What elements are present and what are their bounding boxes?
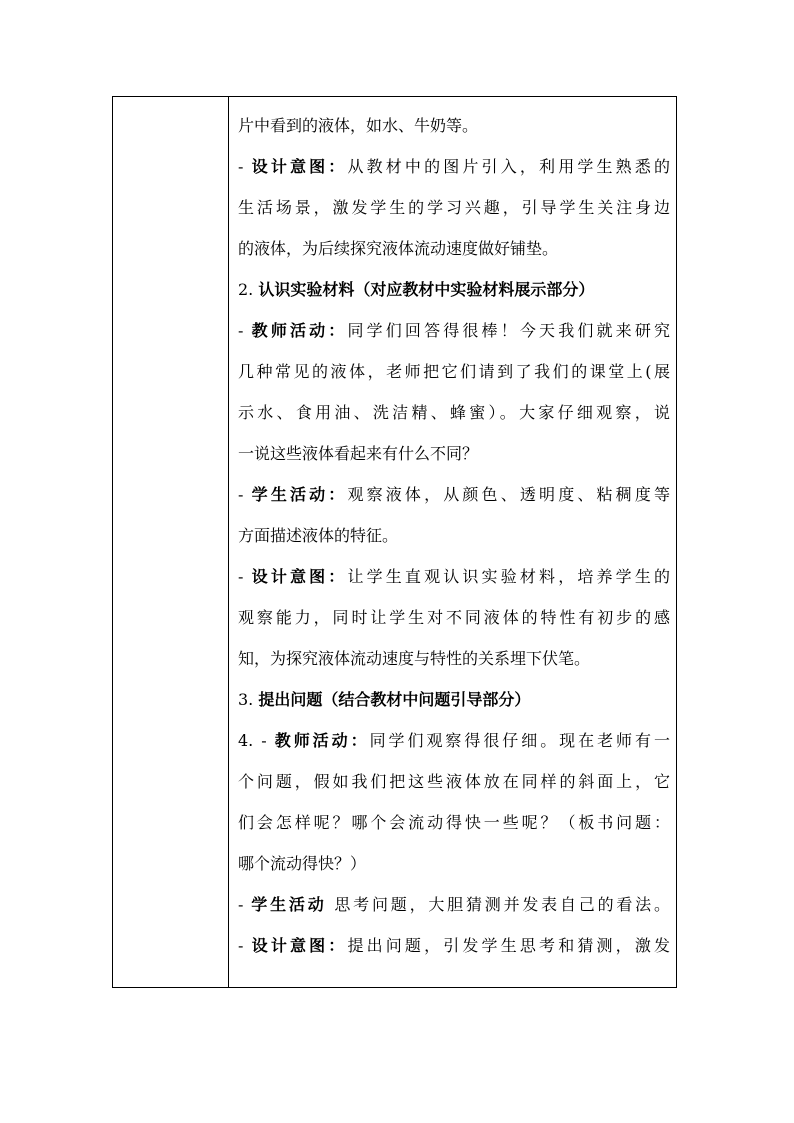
line-bold-label: 教师活动： bbox=[251, 321, 348, 340]
line-prefix: 3. bbox=[238, 690, 259, 709]
line-text: 的液体，为后续探究液体流动速度做好铺垫。 bbox=[238, 239, 559, 258]
text-line bbox=[238, 925, 670, 966]
text-line bbox=[238, 556, 670, 597]
text-line bbox=[238, 843, 670, 884]
line-bold-label: 设计意图： bbox=[251, 567, 348, 586]
text-line bbox=[238, 310, 670, 351]
line-prefix: - bbox=[238, 485, 252, 504]
text-line bbox=[238, 761, 670, 802]
line-prefix: - bbox=[238, 895, 252, 914]
line-text: 知，为探究液体流动速度与特性的关系埋下伏笔。 bbox=[238, 649, 591, 668]
line-prefix: - bbox=[238, 157, 252, 176]
line-bold-label: 设计意图： bbox=[251, 936, 348, 955]
line-text: 提出问题，引发学生思考和猜测，激发 bbox=[347, 936, 670, 955]
line-bold-label: 学生活动 bbox=[251, 895, 327, 914]
line-text: 从教材中的图片引入，利用学生熟悉的 bbox=[347, 157, 670, 176]
line-text: 方面描述液体的特征。 bbox=[238, 526, 399, 545]
line-prefix: - bbox=[238, 321, 252, 340]
text-line bbox=[238, 597, 670, 638]
line-bold-label: 教师活动： bbox=[274, 731, 370, 750]
table-right-column bbox=[229, 97, 676, 987]
line-bold-label: 设计意图： bbox=[251, 157, 348, 176]
text-line bbox=[238, 187, 670, 228]
line-prefix: - bbox=[238, 567, 252, 586]
line-text: 哪个流动得快？） bbox=[238, 854, 367, 873]
line-text: 生活场景，激发学生的学习兴趣，引导学生关注身边 bbox=[238, 198, 670, 217]
lesson-table bbox=[112, 96, 677, 988]
text-line bbox=[238, 351, 670, 392]
line-text: 一说这些液体看起来有什么不同？ bbox=[238, 444, 479, 463]
line-prefix: - bbox=[238, 936, 252, 955]
line-text: 片中看到的液体，如水、牛奶等。 bbox=[238, 116, 479, 135]
text-line bbox=[238, 638, 670, 679]
line-prefix: 2. bbox=[238, 280, 259, 299]
line-text: 示水、食用油、洗洁精、蜂蜜）。大家仔细观察，说 bbox=[238, 403, 670, 422]
table-left-column bbox=[113, 97, 229, 987]
line-text: 几种常见的液体，老师把它们请到了我们的课堂上(展 bbox=[238, 362, 670, 381]
line-bold-label: 提出问题（结合教材中问题引导部分） bbox=[258, 690, 531, 709]
text-line bbox=[238, 679, 670, 720]
text-line bbox=[238, 105, 670, 146]
line-bold-label: 学生活动： bbox=[251, 485, 348, 504]
text-line bbox=[238, 515, 670, 556]
line-text: 同学们观察得很仔细。现在老师有一 bbox=[369, 731, 670, 750]
line-prefix: 4. - bbox=[238, 731, 275, 750]
text-line bbox=[238, 720, 670, 761]
line-text: 观察液体，从颜色、透明度、粘稠度等 bbox=[347, 485, 670, 504]
line-text: 让学生直观认识实验材料，培养学生的 bbox=[347, 567, 670, 586]
text-line bbox=[238, 433, 670, 474]
text-line bbox=[238, 884, 670, 925]
line-text: 同学们回答得很棒！今天我们就来研究 bbox=[347, 321, 670, 340]
text-line bbox=[238, 802, 670, 843]
text-line bbox=[238, 474, 670, 515]
text-line bbox=[238, 146, 670, 187]
line-text: 观察能力，同时让学生对不同液体的特性有初步的感 bbox=[238, 608, 670, 627]
line-text: 个问题，假如我们把这些液体放在同样的斜面上，它 bbox=[238, 772, 670, 791]
line-text: 思考问题，大胆猜测并发表自己的看法。 bbox=[326, 895, 670, 914]
line-bold-label: 认识实验材料（对应教材中实验材料展示部分） bbox=[258, 280, 595, 299]
text-line bbox=[238, 392, 670, 433]
text-line bbox=[238, 269, 670, 310]
text-line bbox=[238, 228, 670, 269]
line-text: 们会怎样呢？哪个会流动得快一些呢？（板书问题： bbox=[238, 813, 670, 832]
